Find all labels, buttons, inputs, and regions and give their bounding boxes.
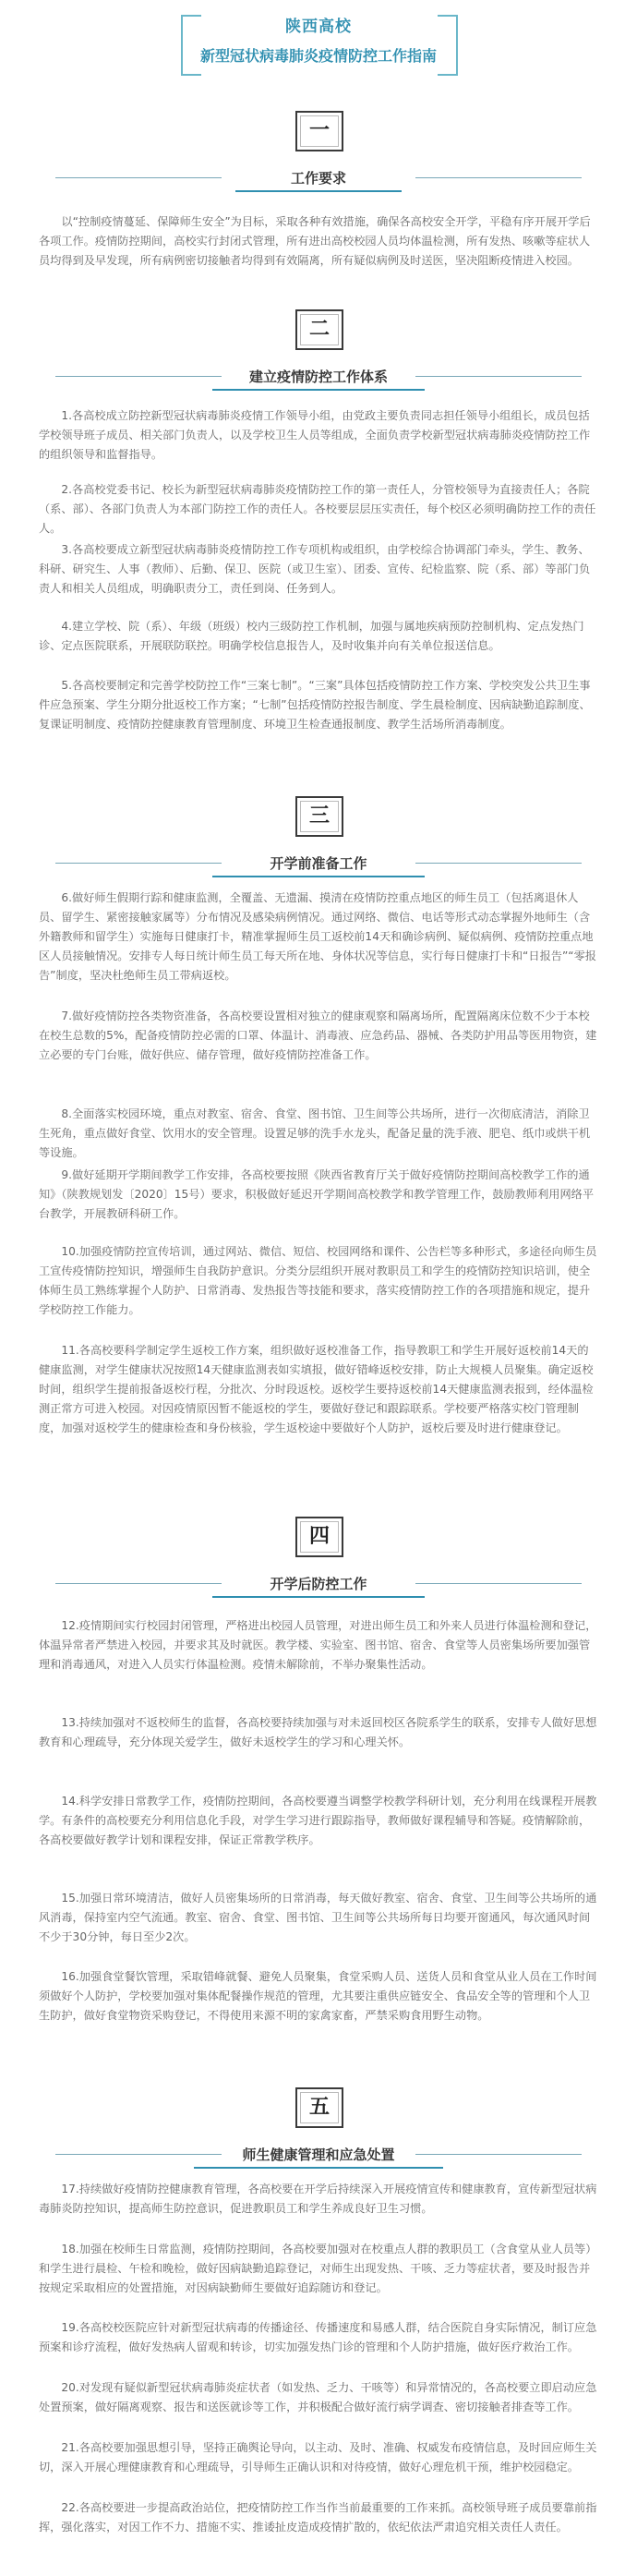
- paragraph: 4.建立学校、院（系）、年级（班级）校内三级防控工作机制，加强与属地疾病预防控制机构、定点发热门诊、定点医院联系，开展联防联控。明确学校信息报告人，及时收集并向有关单位报送信息。: [39, 620, 584, 652]
- paragraph: 22.各高校要进一步提高政治站位，把疫情防控工作当作当前最重要的工作来抓。高校领导班子成员要靠前指挥，强化落实，对因工作不力、措施不实、推诿扯皮造成疫情扩散的，依纪依法严肃追究相关责任人责任。: [39, 2501, 597, 2534]
- paragraph: 18.加强在校师生日常监测，疫情防控期间，各高校要加强对在校重点人群的教职员工（含食堂从业人员等）和学生进行晨检、午检和晚检，做好因病缺勤追踪登记，对师生出现发热、干咳、乏力等症状者，要及时报告并按规定采取相应的处置措施，对因病缺勤师生要做好追踪随访和登记。: [39, 2243, 597, 2294]
- section-title-bar: [0, 1570, 637, 1598]
- paragraph: 5.各高校要制定和完善学校防控工作“三案七制”。“三案”具体包括疫情防控工作方案、学校突发公共卫生事件应急预案、学生分期分批返校工作方案；“七制”包括疫情防控报告制度、学生晨检制度、因病缺勤追踪制度、复课证明制度、疫情防控健康教育管理制度、环境卫生检查通报制度、教学生活场所消毒制度。: [39, 679, 591, 731]
- paragraph: 以“控制疫情蔓延、保障师生安全”为目标，采取各种有效措施，确保各高校安全开学，平稳有序开展开学后各项工作。疫情防控期间，高校实行封闭式管理，所有进出高校校园人员均体温检测，所有发热、咳嗽等症状人员均得到及早发现，所有病例密切接触者均得到有效隔离，所有疑似病例及时送医，坚决阻断疫情进入校园。: [39, 215, 591, 267]
- document-header: [0, 0, 637, 102]
- divider-line: [55, 1583, 222, 1584]
- section-number-badge: 五: [295, 2087, 343, 2128]
- section-heading-2: [0, 309, 637, 393]
- paragraph: 20.对发现有疑似新型冠状病毒肺炎症状者（如发热、乏力、干咳等）和异常情况的，各高校要立即启动应急处置预案，做好隔离观察、报告和送医就诊等工作，并积极配合做好流行病学调查、密切接触者排查等工作。: [39, 2381, 597, 2413]
- paragraph: 8.全面落实校园环境，重点对教室、宿舍、食堂、图书馆、卫生间等公共场所，进行一次彻底清洁，消除卫生死角，重点做好食堂、饮用水的安全管理。设置足够的洗手水龙头，配备足量的洗手液、肥皂、纸巾或烘干机等设施。: [39, 1107, 591, 1159]
- section-title-bar: [0, 2141, 637, 2169]
- org-name: 陕西高校: [285, 18, 352, 36]
- divider-line: [415, 1583, 582, 1584]
- section-heading-3: [0, 796, 637, 879]
- section-title-bar: [0, 850, 637, 877]
- paragraph: 19.各高校校医院应针对新型冠状病毒的传播途径、传播速度和易感人群，结合医院自身实际情况，制订应急预案和诊疗流程，做好发热病人留观和转诊，切实加强发热门诊的管理和个人防护措施，做好医疗救治工作。: [39, 2321, 597, 2353]
- divider-line: [55, 177, 222, 178]
- section-number-badge: 三: [295, 796, 343, 837]
- paragraph: 3.各高校要成立新型冠状病毒肺炎疫情防控工作专项机构或组织，由学校综合协调部门牵头，学生、教务、科研、研究生、人事（教师）、后勤、保卫、医院（或卫生室）、团委、宣传、纪检监察、院（系、部）等部门负责人和相关人员组成，明确职责分工，责任到岗、任务到人。: [39, 543, 591, 595]
- divider-line: [415, 863, 582, 864]
- divider-line: [55, 376, 222, 377]
- paragraph: 13.持续加强对不返校师生的监督，各高校要持续加强与对未返回校区各院系学生的联系，安排专人做好思想教育和心理疏导，充分体现关爱学生，做好未返校学生的学习和心理关怀。: [39, 1716, 597, 1748]
- section-heading-5: [0, 2087, 637, 2171]
- section-title: 师生健康管理和应急处置: [194, 2141, 443, 2169]
- section-heading-4: [0, 1517, 637, 1600]
- section-title: 开学前准备工作: [212, 850, 425, 877]
- paragraph: 15.加强日常环境清洁，做好人员密集场所的日常消毒，每天做好教室、宿舍、食堂、卫生间等公共场所的通风消毒，保持室内空气流通。教室、宿舍、食堂、图书馆、卫生间等公共场所每日均要开窗通风，每次通风时间不少于30分钟，每日至少2次。: [39, 1892, 597, 1943]
- section-heading-1: [0, 111, 637, 194]
- section-title: 开学后防控工作: [212, 1570, 425, 1598]
- paragraph: 1.各高校成立防控新型冠状病毒肺炎疫情工作领导小组，由党政主要负责同志担任领导小组组长，成员包括学校领导班子成员、相关部门负责人，以及学校卫生人员等组成，全面负责学校新型冠状病毒肺炎疫情防控工作的组织领导和监督指导。: [39, 409, 591, 461]
- divider-line: [55, 863, 222, 864]
- paragraph: 17.持续做好疫情防控健康教育管理，各高校要在开学后持续深入开展疫情宣传和健康教育，宣传新型冠状病毒肺炎防控知识，提高师生防控意识，促进教职员工和学生养成良好卫生习惯。: [39, 2183, 597, 2215]
- paragraph: 6.做好师生假期行踪和健康监测，全覆盖、无遗漏、摸清在疫情防控重点地区的师生员工（包括离退休人员、留学生、紧密接触家属等）分布情况及感染病例情况。通过网络、微信、电话等形式动态掌握外地师生（含外籍教师和留学生）实施每日健康打卡，精准掌握师生员工返校前14天和确诊病例、疑似病例、疫情防控重点地区人员接触情况。安排专人每日统计师生员工每天所在地、身体状况等信息，实行每日健康打卡和“日报告”“零报告”制度，坚决杜绝师生员工带病返校。: [39, 891, 596, 982]
- paragraph: 9.做好延期开学期间教学工作安排，各高校要按照《陕西省教育厅关于做好疫情防控期间高校教学工作的通知》（陕教规划发〔2020〕15号）要求，积极做好延迟开学期间高校教学和教学管理工作，鼓励教师利用网络平台教学，开展教研科研工作。: [39, 1168, 595, 1220]
- paragraph: 7.做好疫情防控各类物资准备，各高校要设置相对独立的健康观察和隔离场所，配置隔离床位数不少于本校在校生总数的5%，配备疫情防控必需的口罩、体温计、消毒液、应急药品、器械、各类防护用品等医用物资，建立必要的专门台账，做好供应、储存管理，做好疫情防控准备工作。: [39, 1010, 597, 1061]
- section-number-badge: 四: [295, 1517, 343, 1557]
- paragraph: 16.加强食堂餐饮管理，采取错峰就餐、避免人员聚集，食堂采购人员、送货人员和食堂从业人员在工作时间须做好个人防护，学校要加强对集体配餐操作规范的管理，尤其要注重供应链安全、食品安全等的管理和个人卫生防护，做好食堂物资采购登记，不得使用来源不明的家禽家畜，严禁采购食用野生动物。: [39, 1970, 597, 2022]
- divider-line: [415, 2154, 582, 2155]
- paragraph: 21.各高校要加强思想引导，坚持正确舆论导向，以主动、及时、准确、权威发布疫情信息，及时回应师生关切，深入开展心理健康教育和心理疏导，引导师生正确认识和对待疫情，做好心理危机干预，维护校园稳定。: [39, 2441, 597, 2473]
- section-number-badge: 一: [295, 111, 343, 151]
- paragraph: 10.加强疫情防控宣传培训，通过网站、微信、短信、校园网络和课件、公告栏等多种形式，多途径向师生员工宣传疫情防控知识，增强师生自我防护意识。分类分层组织开展对教职员工和学生的疫情防控知识培训，使全体师生员工熟练掌握个人防护、日常消毒、发热报告等技能和要求，落实疫情防控工作的各项措施和规定，提升学校防控工作能力。: [39, 1245, 597, 1316]
- paragraph: 11.各高校要科学制定学生返校工作方案，组织做好返校准备工作，指导教职工和学生开展好返校前14天的健康监测，对学生健康状况按照14天健康监测表如实填报，做好错峰返校安排，防止大规模人员聚集。确定返校时间，组织学生提前报备返校行程，分批次、分时段返校。返校学生要持返校前14天健康监测表报到，经体温检测正常方可进入校园。对因疫情原因暂不能返校的学生，要做好登记和跟踪联系。学校要严格落实校门管理制度，加强对返校学生的健康检查和身份核验，学生返校途中要做好个人防护，返校后要及时进行健康登记。: [39, 1344, 594, 1434]
- paragraph: 14.科学安排日常教学工作，疫情防控期间，各高校要遵当调整学校教学科研计划，充分利用在线课程开展教学。有条件的高校要充分利用信息化手段，对学生学习进行跟踪指导，教师做好课程辅导和答疑。疫情解除前，各高校要做好教学计划和课程安排，保证正常教学秩序。: [39, 1795, 597, 1846]
- section-title-bar: [0, 363, 637, 391]
- paragraph: 2.各高校党委书记、校长为新型冠状病毒肺炎疫情防控工作的第一责任人，分管校领导为直接责任人；各院（系、部）、各部门负责人为本部门防控工作的责任人。各校要层层压实责任，每个校区必须明确防控工作的责任人。: [39, 483, 596, 535]
- section-title: 工作要求: [235, 164, 402, 192]
- section-number-badge: 二: [295, 309, 343, 350]
- document-title: 新型冠状病毒肺炎疫情防控工作指南: [199, 47, 437, 65]
- divider-line: [415, 177, 582, 178]
- section-title-bar: [0, 164, 637, 192]
- section-title: 建立疫情防控工作体系: [212, 363, 425, 391]
- divider-line: [415, 376, 582, 377]
- paragraph: 12.疫情期间实行校园封闭管理，严格进出校园人员管理，对进出师生员工和外来人员进行体温检测和登记，体温异常者严禁进入校园，并要求其及时就医。教学楼、实验室、图书馆、宿舍、食堂等人员密集场所要加强管理和消毒通风，对进入人员实行体温检测。疫情未解除前，不举办聚集性活动。: [39, 1619, 597, 1671]
